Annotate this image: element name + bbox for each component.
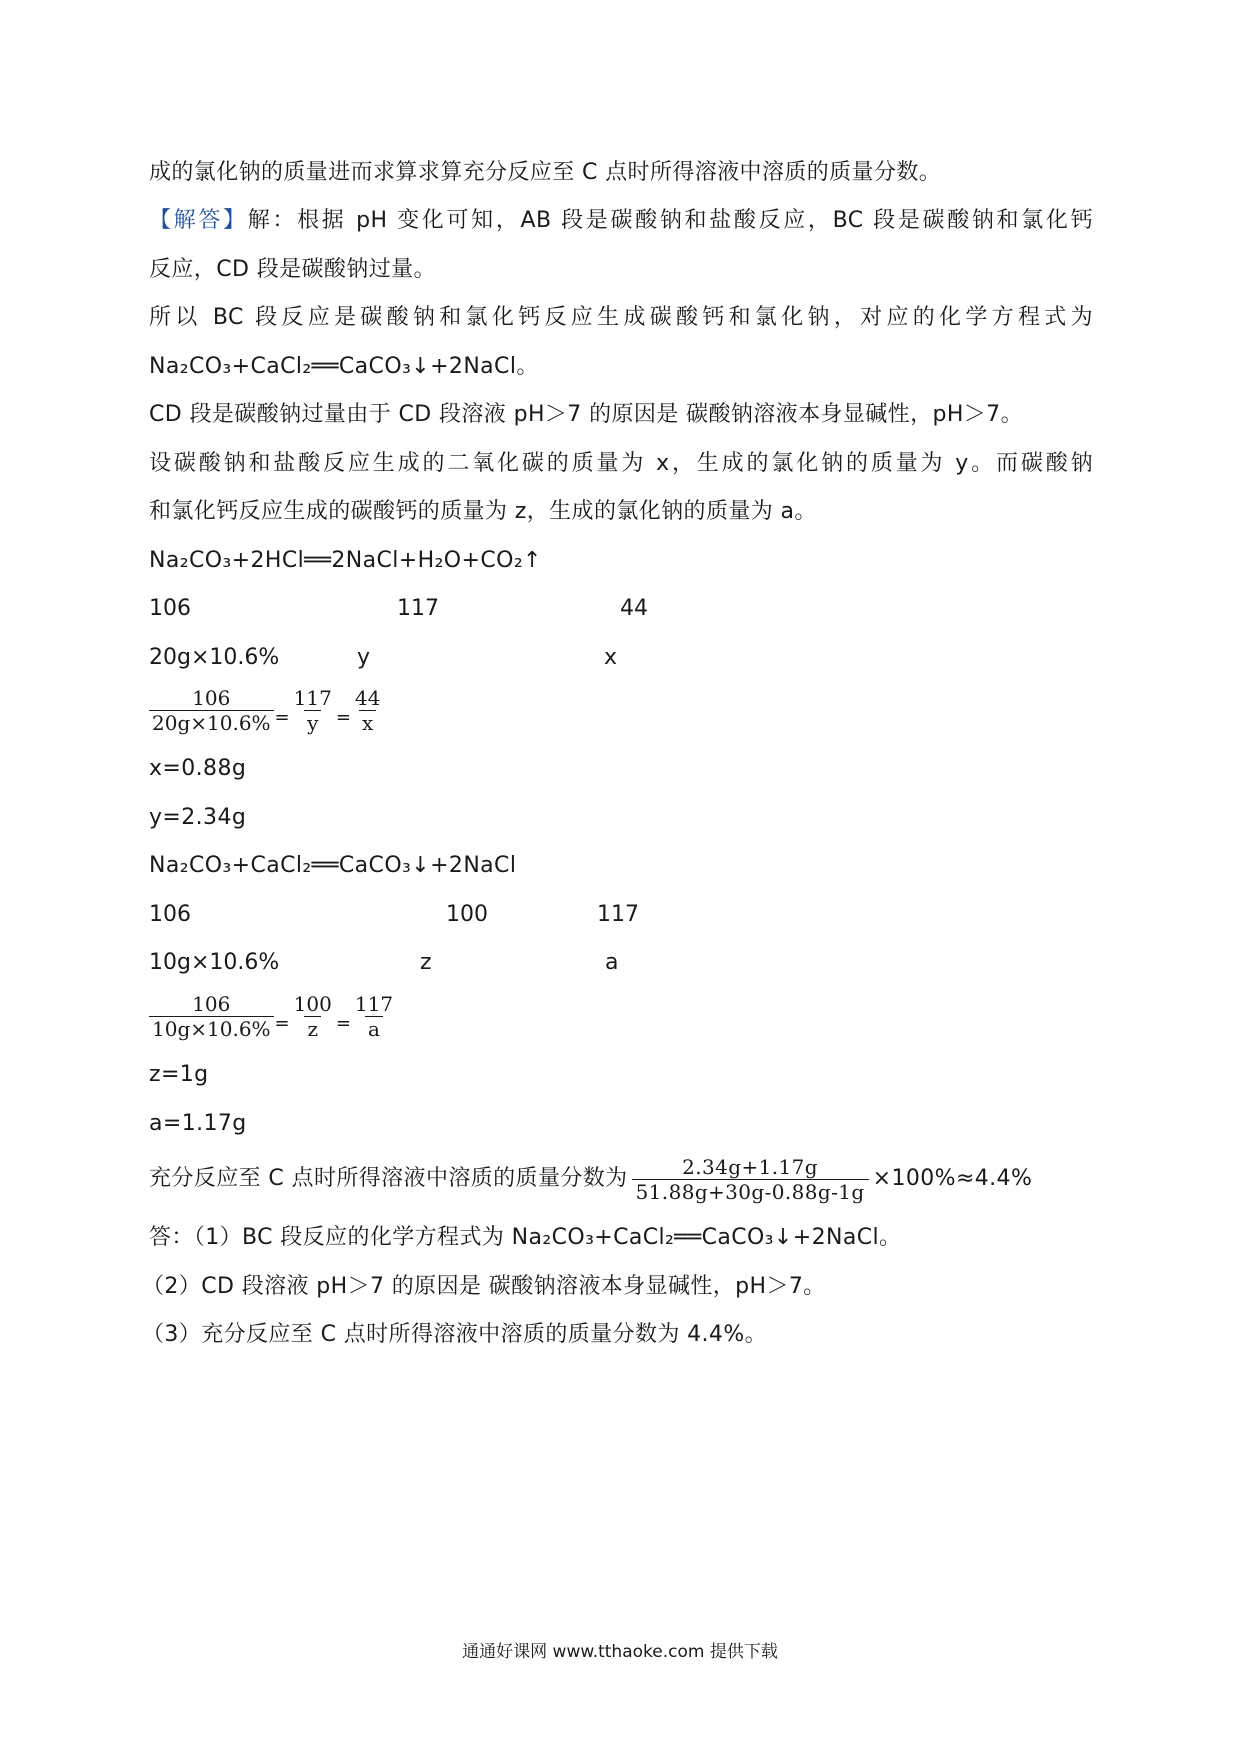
answer-line: 答：（1）BC 段反应的化学方程式为 Na₂CO₃+CaCl₂══CaCO₃↓+2NaCl。 — [149, 1225, 902, 1250]
numerator: 117 — [293, 686, 332, 710]
text-line: 成的氯化钠的质量进而求算求算充分反应至 C 点时所得溶液中溶质的质量分数。 — [149, 160, 942, 185]
equation: Na₂CO₃+CaCl₂══CaCO₃↓+2NaCl — [149, 354, 517, 379]
final-calculation — [149, 1150, 1032, 1208]
answer-line: （3）充分反应至 C 点时所得溶液中溶质的质量分数为 4.4%。 — [142, 1322, 768, 1347]
molar-mass: 117 — [597, 902, 639, 927]
molar-mass: 117 — [397, 596, 439, 621]
text-line — [149, 206, 1093, 236]
text-line: CD 段是碳酸钠过量由于 CD 段溶液 pH＞7 的原因是 碳酸钠溶液本身显碱性，pH＞7。 — [149, 402, 1023, 427]
proportion — [149, 686, 383, 735]
numerator: 2.34g+1.17g — [682, 1154, 818, 1179]
molar-mass: 44 — [620, 596, 648, 621]
molar-mass: 100 — [446, 902, 488, 927]
variable: z — [420, 950, 432, 975]
text-line — [149, 352, 539, 382]
denominator: 51.88g+30g-0.88g-1g — [632, 1179, 869, 1204]
fraction — [352, 992, 396, 1041]
text-span: 解：根据 pH 变化可知，AB 段是碳酸钠和盐酸反应，BC 段是碳酸钠和氯化钙 — [247, 208, 1093, 233]
equals-sign: = — [274, 707, 290, 728]
variable: x — [604, 645, 618, 670]
text-span: ×100%≈4.4% — [872, 1166, 1033, 1191]
equals-sign: = — [335, 1013, 351, 1034]
text-span: 。 — [516, 354, 539, 379]
result: z=1g — [149, 1062, 209, 1087]
denominator: 10g×10.6% — [149, 1016, 274, 1041]
result: a=1.17g — [149, 1111, 247, 1136]
fraction — [291, 686, 335, 735]
numerator: 44 — [354, 686, 381, 710]
denominator: 20g×10.6% — [149, 710, 274, 735]
variable: y — [357, 645, 371, 670]
text-line: 所以 BC 段反应是碳酸钠和氯化钙反应生成碳酸钙和氯化钠，对应的化学方程式为 — [149, 305, 1093, 330]
fraction — [352, 686, 383, 735]
molar-mass: 106 — [149, 596, 191, 621]
denominator: a — [365, 1016, 383, 1041]
fraction — [632, 1155, 869, 1204]
numerator: 106 — [192, 686, 231, 710]
proportion — [149, 992, 396, 1041]
denominator: z — [304, 1016, 321, 1041]
equals-sign: = — [274, 1013, 290, 1034]
text-line: 设碳酸钠和盐酸反应生成的二氧化碳的质量为 x，生成的氯化钠的质量为 y。而碳酸钠 — [149, 451, 1093, 476]
result: y=2.34g — [149, 805, 247, 830]
numerator: 117 — [354, 992, 394, 1016]
answer-tag: 【解答】 — [149, 208, 248, 233]
text-span: 充分反应至 C 点时所得溶液中溶质的质量分数为 — [149, 1166, 628, 1191]
denominator: x — [359, 710, 376, 735]
actual-mass: 20g×10.6% — [149, 645, 280, 670]
equation: Na₂CO₃+CaCl₂══CaCO₃↓+2NaCl — [149, 853, 517, 878]
denominator: y — [304, 710, 321, 735]
result: x=0.88g — [149, 756, 247, 781]
variable: a — [605, 950, 619, 975]
equation: Na₂CO₃+2HCl══2NaCl+H₂O+CO₂↑ — [149, 548, 542, 573]
molar-mass: 106 — [149, 902, 191, 927]
numerator: 100 — [293, 992, 332, 1016]
numerator: 106 — [192, 992, 231, 1016]
page-footer: 通通好课网 www.tthaoke.com 提供下载 — [462, 1642, 778, 1662]
actual-mass: 10g×10.6% — [149, 950, 280, 975]
fraction — [149, 686, 274, 735]
fraction — [291, 992, 335, 1041]
equals-sign: = — [335, 707, 351, 728]
text-line: 反应，CD 段是碳酸钠过量。 — [149, 257, 436, 282]
text-line: 和氯化钙反应生成的碳酸钙的质量为 z，生成的氯化钠的质量为 a。 — [149, 499, 817, 524]
answer-line: （2）CD 段溶液 pH＞7 的原因是 碳酸钠溶液本身显碱性，pH＞7。 — [142, 1274, 826, 1299]
fraction — [149, 992, 274, 1041]
